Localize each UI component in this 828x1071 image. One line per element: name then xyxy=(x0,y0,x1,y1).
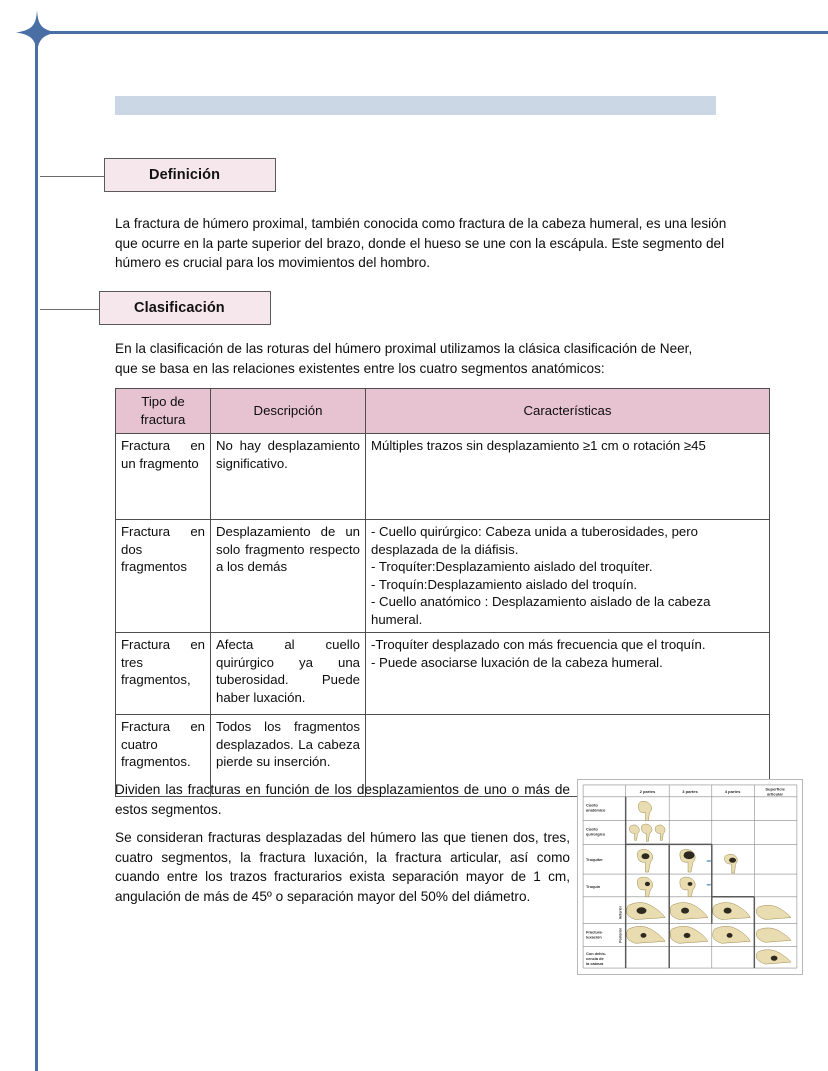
cell-caracteristicas: Múltiples trazos sin desplazamiento ≥1 cm o rotación ≥45 xyxy=(366,434,770,520)
paragraph-consideran: Se consideran fracturas desplazadas del húmero las que tienen dos, tres, cuatro segmentos, la fractura luxación, la fractura articular, así como cuando entre los trazos fracturarios exista separación mayor de 1 cm, angulación de más de 45º o separación mayor del 50% del diámetro. xyxy=(115,830,570,905)
cell-descripcion: Desplazamiento de un solo fragmento respecto a los demás xyxy=(211,520,366,633)
cell-tipo: Fractura en dos fragmentos xyxy=(116,520,211,633)
neer-figure-svg xyxy=(578,780,802,974)
cell-caracteristicas: -Troquíter desplazado con más frecuencia que el troquín. - Puede asociarse luxación de la cabeza humeral. xyxy=(366,633,770,715)
figure-colhead-3b: articular xyxy=(767,791,784,797)
figure-rowlabel-5: Con dehis- xyxy=(586,952,607,957)
figure-rowlabel-3: Troquín xyxy=(586,884,601,889)
table-row xyxy=(116,520,770,633)
neer-classification-table xyxy=(115,388,770,797)
cell-descripcion: Todos los fragmentos desplazados. La cabeza pierde su inserción. xyxy=(211,715,366,797)
figure-sublabel-anterior: Anterior xyxy=(618,906,623,920)
figure-sublabel-posterior: Posterior xyxy=(618,928,623,943)
cell-descripcion: Afecta al cuello quirúrgico ya una tuberosidad. Puede haber luxación. xyxy=(211,633,366,715)
figure-rowlabel-1: Cuello xyxy=(586,827,598,832)
figure-rowlabel-0: Cuello xyxy=(586,803,598,808)
cell-caracteristicas: - Cuello quirúrgico: Cabeza unida a tuberosidades, pero desplazada de la diáfisis. - Troquíter:Desplazamiento aislado del troquíter. - Troquín:Desplazamiento aislado del troquín. - Cuello anatómico : Desplazamiento aislado de la cabeza humeral. xyxy=(366,520,770,633)
section-heading-definicion-label: Definición xyxy=(149,167,221,183)
figure-colhead-0: 2 partes xyxy=(639,788,656,794)
figure-colhead-2: 4 partes xyxy=(724,788,741,794)
figure-rowlabel-0b: anatómico xyxy=(586,808,606,813)
cell-tipo: Fractura en tres fragmentos, xyxy=(116,633,211,715)
neer-classification-figure xyxy=(577,779,803,975)
table-header-tipo: Tipo de fractura xyxy=(116,389,211,434)
left-border-line xyxy=(35,31,38,1071)
cell-descripcion: No hay desplazamiento significativo. xyxy=(211,434,366,520)
top-border-line xyxy=(36,31,828,34)
cell-tipo: Fractura en cuatro fragmentos. xyxy=(116,715,211,797)
table-row xyxy=(116,633,770,715)
figure-colhead-3: Superficie xyxy=(765,786,785,792)
section-heading-definicion xyxy=(104,158,276,192)
connector-line-definicion xyxy=(40,176,105,177)
paragraph-definicion: La fractura de húmero proximal, también conocida como fractura de la cabeza humeral, es una lesión que ocurre en la parte superior del brazo, donde el hueso se une con la escápula. Este segmento del húmero es crucial para los movimientos del hombro. xyxy=(115,216,727,271)
table-row xyxy=(116,434,770,520)
section-heading-clasificacion-label: Clasificación xyxy=(134,300,225,316)
figure-rowlabel-5c: la cabeza xyxy=(586,962,604,967)
connector-line-clasificacion xyxy=(40,309,100,310)
cell-tipo: Fractura en un fragmento xyxy=(116,434,211,520)
figure-colhead-1: 3 partes xyxy=(682,788,698,794)
paragraph-dividen: Dividen las fracturas en función de los desplazamientos de uno o más de estos segmentos. xyxy=(115,782,570,817)
page-title-bar xyxy=(115,96,716,115)
figure-rowlabel-1b: quirúrgico xyxy=(586,832,606,837)
figure-rowlabel-4b: luxación xyxy=(586,935,602,940)
table-header-caracteristicas: Características xyxy=(366,389,770,434)
paragraph-clasificacion-intro: En la clasificación de las roturas del húmero proximal utilizamos la clásica clasificación de Neer, que se basa en las relaciones existentes entre los cuatro segmentos anatómicos: xyxy=(115,341,693,376)
section-heading-clasificacion xyxy=(99,291,271,325)
figure-rowlabel-5b: cencia de xyxy=(586,957,604,962)
figure-rowlabel-2: Troquíter xyxy=(586,858,603,863)
figure-rowlabel-4: Fractura- xyxy=(586,930,603,935)
table-header-descripcion: Descripción xyxy=(211,389,366,434)
table-header-row xyxy=(116,389,770,434)
